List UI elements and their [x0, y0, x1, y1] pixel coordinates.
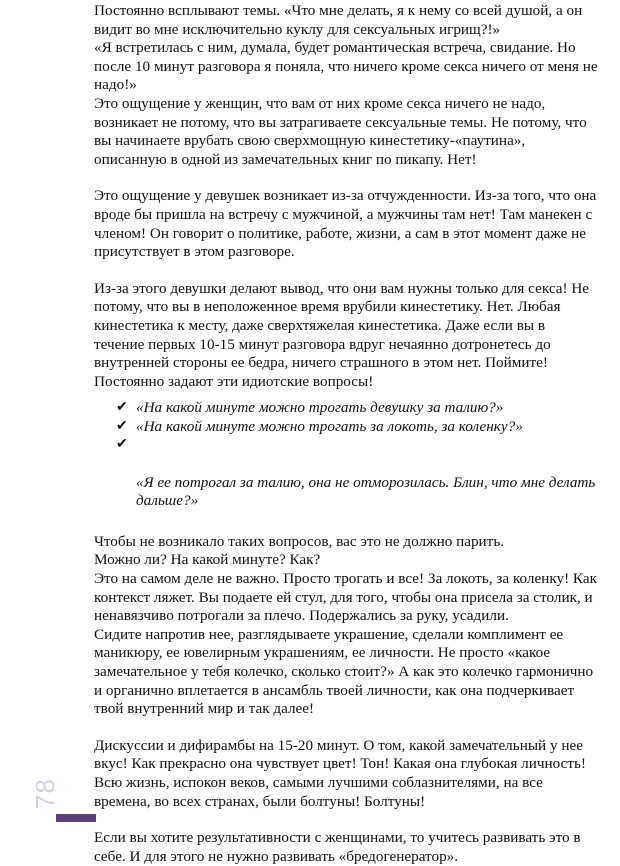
paragraph-2: Это ощущение у девушек возникает из-за отчужденности. Из-за того, что она вроде бы пришла на встречу с мужчиной, а мужчины там нет! Там манекен с членом! Он говорит о политике, работе, жизни, а сам в этот момент даже не присутствует в этом разговоре.: [94, 187, 597, 261]
page-body: [94, 2, 620, 866]
paragraph-6: Если вы хотите результативности с женщинами, то учитесь развивать это в себе. И для этого не нужно развивать «бредогенератор».: [94, 829, 581, 865]
list-item: [94, 436, 620, 510]
list-item-text: «На какой минуте можно трогать за локоть, за коленку?»: [136, 417, 523, 435]
list-item-text: «На какой минуте можно трогать девушку за талию?»: [136, 399, 504, 417]
question-list: [94, 399, 620, 511]
paragraph-5: Дискуссии и дифирамбы на 15-20 минут. О том, какой замечательный у нее вкус! Как прекрасно она чувствует цвет! Тон! Какая она глубокая личность! Всю жизнь, испокон веков, самыми лучшими соблазнителями, на все времена, во всех странах, были болтуны! Болтуны!: [94, 736, 586, 810]
accent-bar: [56, 814, 96, 822]
list-item: [94, 418, 620, 437]
page-number: 78: [29, 778, 60, 809]
list-item: [94, 399, 620, 418]
checkmark-icon: ✔: [116, 418, 128, 434]
checkmark-icon: ✔: [116, 437, 128, 453]
paragraph-3: Из-за этого девушки делают вывод, что они вам нужны только для секса! Не потому, что вы в неположенное время врубили кинестетику. Нет. Любая кинестетика к месту, даже сверхтяжелая кинестетика. Даже если вы в течение первых 10-15 минут разговора вдруг нечаянно дотронетесь до внутренней стороны ее бедра, ничего страшного в этом нет. Поймите! Постоянно задают эти идиотские вопросы!: [94, 279, 590, 390]
paragraph-4: Чтобы не возникало таких вопросов, вас это не должно парить. Можно ли? На какой минуте? Как? Это на самом деле не важно. Просто трогать и все! За локоть, за коленку! Как контекст ляжет. Вы подаете ей стул, для того, чтобы она присела за столик, и ненавязчиво потрогали за плечо. Подержались за руку, усадили. Сидите напротив нее, разглядываете украшение, сделали комплимент ее маникюру, ее ювелирным украшениям, ее личности. Не просто «какое замечательное у тебя колечко, сколько стоит?» А как это колечко гармонично и органично вплетается в ансамбль твоей личности, как она подчеркивает твой внутренний мир и так далее!: [94, 532, 597, 718]
paragraph-1: Постоянно всплывают темы. «Что мне делать, я к нему со всей душой, а он видит во мне исключительно куклу для сексуальных игрищ?!» «Я встретилась с ним, думала, будет романтическая встреча, свидание. Но после 10 минут разговора я поняла, что ничего кроме секса ничего от меня не надо!» Это ощущение у женщин, что вам от них кроме секса ничего не надо, возникает не потому, что вы затрагиваете сексуальные темы. Не потому, что вы начинаете врубать свою сверхмощную кинестетику-«паутина», описанную в одной из замечательных книг по пикапу. Нет!: [94, 2, 598, 168]
checkmark-icon: ✔: [116, 400, 128, 416]
list-item-text: «Я ее потрогал за талию, она не отморозилась. Блин, что мне делать дальше?»: [136, 473, 596, 510]
